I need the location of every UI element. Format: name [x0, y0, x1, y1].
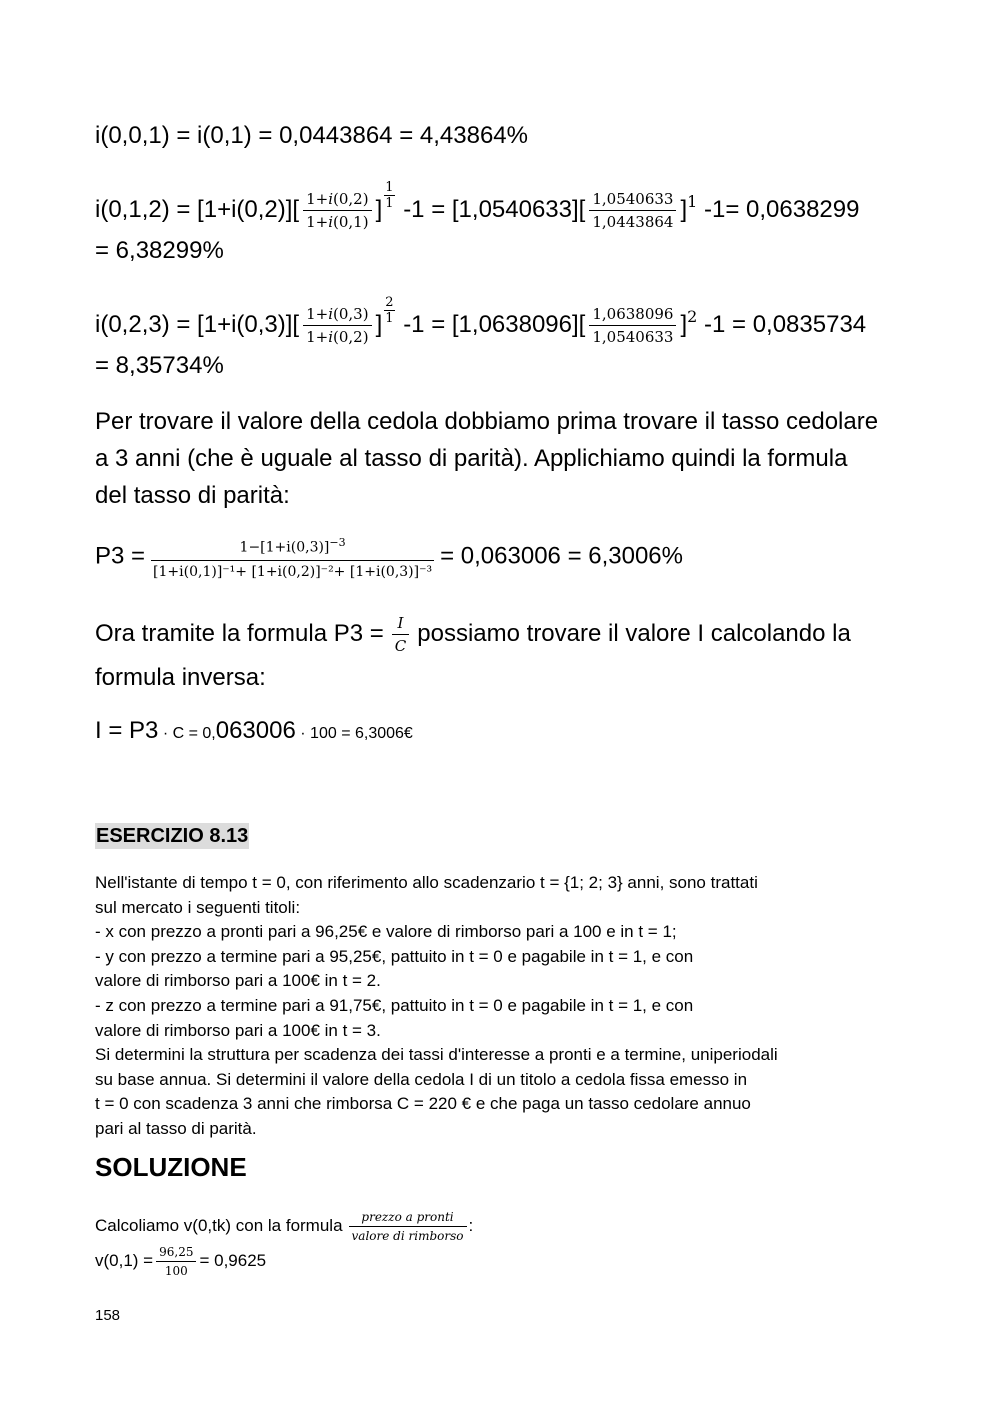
p3-num-base: 1−[1+i(0,3)]	[239, 539, 330, 556]
equation-p3	[95, 534, 683, 581]
eq-i-d: · 100 = 6,3006€	[295, 725, 413, 742]
eq3-continuation: = 8,35734%	[95, 352, 224, 379]
para2-after: possiamo trovare il valore I calcolando la	[417, 619, 851, 647]
eq2-num2: 1,0540633	[589, 190, 676, 211]
exercise-text-line: Nell'istante di tempo t = 0, con riferimento allo scadenzario t = {1; 2; 3} anni, sono trattati	[95, 873, 758, 892]
eq-i-a: I = P3	[95, 717, 159, 744]
eq3-den2: 1,0540633	[592, 328, 674, 347]
v01-num: 96,25	[156, 1245, 196, 1262]
exercise-text-line: su base annua. Si determini il valore della cedola I di un titolo a cedola fissa emesso in	[95, 1069, 748, 1089]
v01-rhs: = 0,9625	[199, 1250, 267, 1270]
exercise-text-line: - z con prezzo a termine pari a 91,75€, pattuito in t = 0 e pagabile in t = 1, e con	[95, 996, 694, 1015]
v01-fraction	[156, 1245, 196, 1278]
eq2-expden1: 1	[385, 196, 394, 211]
para2-before: Ora tramite la formula P3 =	[95, 619, 384, 647]
exercise-title	[95, 820, 249, 851]
p3-lhs: P3 =	[95, 542, 146, 570]
eq3-num1: 1+𝑖(0,3)	[303, 305, 371, 326]
calc-fraction	[349, 1210, 467, 1243]
eq2-close1: ]	[375, 196, 383, 223]
v01-den: 100	[164, 1264, 188, 1278]
calc-line	[95, 1210, 473, 1243]
p3-ic-fraction	[392, 614, 409, 655]
exercise-text-line: - y con prezzo a termine pari a 95,25€, pattuito in t = 0 e pagabile in t = 1, e con	[95, 946, 694, 966]
exercise-title-text: ESERCIZIO 8.13	[96, 825, 249, 847]
exercise-text-line: - x con prezzo a pronti pari a 96,25€ e valore di rimborso pari a 100 e in t = 1;	[95, 922, 677, 942]
eq3-exp1: 2	[385, 295, 394, 310]
eq3-close1: ]	[375, 311, 383, 338]
paragraph-inverse-formula-1	[95, 614, 851, 655]
eq3-mid: -1 = [1,0638096][	[403, 311, 586, 338]
p3-ic-den: 𝐶	[394, 637, 407, 655]
p3-fraction	[151, 534, 434, 581]
eq3-exp-fraction	[384, 295, 394, 326]
p3-numerator	[151, 534, 434, 561]
p3-denominator: [1+i(0,1)]⁻¹+ [1+i(0,2)]⁻²+ [1+i(0,3)]⁻³	[153, 563, 433, 580]
eq3-num2: 1,0638096	[589, 305, 676, 326]
exercise-text-line: t = 0 con scadenza 3 anni che rimborsa C = 220 € e che paga un tasso cedolare annuo	[95, 1094, 751, 1114]
equation-coupon	[95, 716, 413, 749]
eq2-lhs: i(0,1,2) = [1+i(0,2)][	[95, 196, 300, 223]
eq3-den1: 1+𝑖(0,2)	[306, 328, 369, 347]
eq2-den1: 1+𝑖(0,1)	[306, 213, 369, 232]
eq2-rhs: -1= 0,0638299	[704, 196, 860, 223]
paragraph-parity-intro-2: a 3 anni (che è uguale al tasso di parità). Applichiamo quindi la formula	[95, 445, 848, 472]
eq2-exp2: 1	[687, 192, 698, 211]
solution-title: SOLUZIONE	[95, 1152, 247, 1182]
eq3-fraction-2	[589, 305, 676, 346]
exercise-text-line: Si determini la struttura per scadenza dei tassi d'interesse a pronti e a termine, uniperiodali	[95, 1045, 778, 1065]
exercise-text-line: pari al tasso di parità.	[95, 1119, 257, 1138]
eq3-fraction-1	[303, 305, 371, 346]
eq3-rhs: -1 = 0,0835734	[704, 311, 867, 338]
eq2-exp-fraction	[384, 180, 394, 211]
eq3-expden1: 1	[385, 311, 394, 326]
eq3-close2: ]	[680, 311, 688, 338]
calc-num: prezzo a pronti	[349, 1210, 467, 1227]
v01-lhs: v(0,1) =	[95, 1250, 154, 1270]
eq3-lhs: i(0,2,3) = [1+i(0,3)][	[95, 311, 300, 338]
eq2-fraction-1	[303, 190, 371, 231]
exercise-text-line: valore di rimborso pari a 100€ in t = 3.	[95, 1020, 381, 1040]
calc-colon: :	[468, 1215, 474, 1235]
equation-i012	[95, 180, 859, 231]
paragraph-parity-intro-1: Per trovare il valore della cedola dobbiamo prima trovare il tasso cedolare	[95, 408, 879, 435]
eq2-close2: ]	[680, 196, 688, 223]
eq2-exp1: 1	[385, 180, 394, 195]
v01-line	[95, 1245, 266, 1278]
eq-i-c: 063006	[215, 717, 296, 744]
eq2-num1: 1+𝑖(0,2)	[303, 190, 371, 211]
p3-ic-num: 𝐼	[392, 614, 409, 635]
paragraph-inverse-formula-2: formula inversa:	[95, 664, 266, 691]
eq2-fraction-2	[589, 190, 676, 231]
exercise-text-line: sul mercato i seguenti titoli:	[95, 897, 301, 917]
eq2-continuation: = 6,38299%	[95, 237, 224, 264]
eq2-den2: 1,0443864	[592, 213, 674, 232]
eq2-mid: -1 = [1,0540633][	[403, 196, 586, 223]
calc-den: valore di rimborso	[351, 1229, 464, 1243]
calc-text: Calcoliamo v(0,tk) con la formula	[95, 1215, 343, 1235]
paragraph-parity-intro-3: del tasso di parità:	[95, 482, 290, 509]
exercise-text-line: valore di rimborso pari a 100€ in t = 2.	[95, 971, 381, 991]
equation-i023	[95, 295, 866, 346]
page-number: 158	[95, 1307, 121, 1324]
eq3-exp2: 2	[687, 307, 698, 326]
p3-rhs: = 0,063006 = 6,3006%	[440, 542, 683, 570]
p3-num-exp: −3	[329, 536, 346, 549]
equation-i001: i(0,0,1) = i(0,1) = 0,0443864 = 4,43864%	[95, 122, 528, 149]
eq-i-b: · C = 0,	[158, 725, 216, 742]
